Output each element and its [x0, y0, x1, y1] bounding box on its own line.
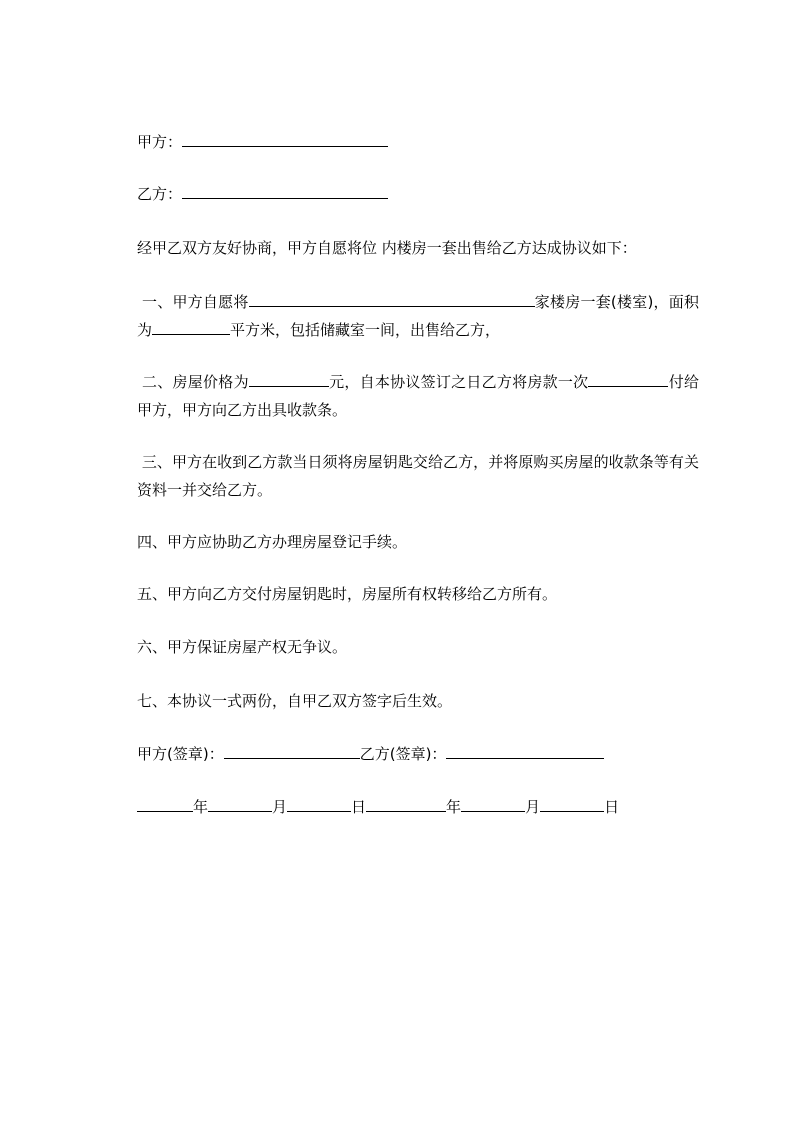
clause-2-part3: 付给甲方，甲方向乙方出具收款条。	[137, 373, 699, 419]
party-a-year-blank[interactable]	[137, 797, 193, 812]
party-b-day-blank[interactable]	[540, 797, 604, 812]
party-a-year-label: 年	[193, 798, 209, 816]
party-b-label: 乙方：	[137, 185, 183, 203]
party-b-signature-blank[interactable]	[446, 744, 604, 759]
clause-2-part2: 元，自本协议签订之日乙方将房款一次	[328, 373, 589, 391]
clause-3-text: 三、甲方在收到乙方款当日须将房屋钥匙交给乙方，并将原购买房屋的收款条等有关资料一并交给乙方。	[137, 453, 699, 499]
intro-paragraph: 经甲乙双方友好协商，甲方自愿将位 内楼房一套出售给乙方达成协议如下：	[137, 239, 637, 257]
clause-3	[137, 448, 699, 504]
clause-2-part1: 二、房屋价格为	[142, 373, 249, 391]
party-a-day-label: 日	[351, 798, 367, 816]
party-b-day-label: 日	[604, 798, 620, 816]
party-a-month-label: 月	[272, 798, 288, 816]
party-b-year-blank[interactable]	[366, 797, 446, 812]
party-a-blank[interactable]	[182, 132, 388, 147]
party-b-month-blank[interactable]	[461, 797, 525, 812]
clause-7: 七、本协议一式两份，自甲乙双方签字后生效。	[137, 692, 453, 710]
clause-2-blank-payment[interactable]	[588, 372, 668, 387]
clause-1-blank-name[interactable]	[249, 292, 535, 307]
clause-4: 四、甲方应协助乙方办理房屋登记手续。	[137, 533, 408, 551]
clause-1-part3: 平方米，包括储藏室一间，出售给乙方，	[230, 321, 501, 339]
party-a-day-blank[interactable]	[287, 797, 351, 812]
clause-5: 五、甲方向乙方交付房屋钥匙时，房屋所有权转移给乙方所有。	[137, 585, 558, 603]
party-a-signature-blank[interactable]	[224, 744, 360, 759]
party-b-signature-label: 乙方(签章)：	[359, 745, 447, 763]
party-b-blank[interactable]	[182, 184, 388, 199]
clause-2-blank-price[interactable]	[249, 372, 329, 387]
party-a-signature-label: 甲方(签章)：	[137, 745, 224, 763]
clause-6: 六、甲方保证房屋产权无争议。	[137, 638, 348, 656]
party-a-month-blank[interactable]	[208, 797, 272, 812]
party-b-line	[137, 181, 388, 207]
clause-2	[137, 368, 699, 424]
party-b-year-label: 年	[446, 798, 462, 816]
party-a-label: 甲方：	[137, 133, 183, 151]
party-a-line	[137, 129, 388, 155]
party-b-month-label: 月	[525, 798, 541, 816]
clause-1	[137, 288, 699, 344]
signature-line	[137, 741, 604, 767]
clause-1-part1: 一、甲方自愿将	[142, 293, 249, 311]
date-line	[137, 794, 619, 820]
clause-1-blank-area[interactable]	[152, 320, 230, 335]
clause-1-part2: 家楼房一套(楼室)，面积为	[137, 293, 699, 339]
